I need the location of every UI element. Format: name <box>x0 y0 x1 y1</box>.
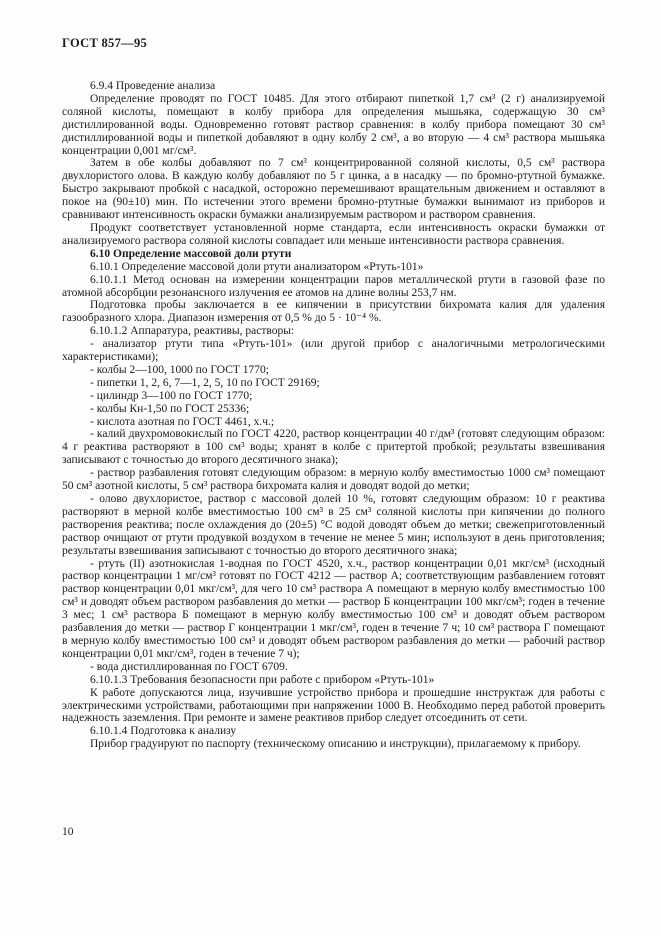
list-item: - калий двухромовокислый по ГОСТ 4220, раствор концентрации 40 г/дм³ (готовят следующим образом: 4 г реактива растворяют в 100 см³ воды; хранят в колбе с притертой пробкой; результаты взвешивания записывают с точностью до второго десятичного знака); <box>62 428 605 467</box>
paragraph: 6.10.1.1 Метод основан на измерении концентрации паров металлической ртути в газовой фазе по атомной абсорбции резонансного излучения ее атомов на длине волны 253,7 нм. <box>62 273 605 299</box>
list-item: - олово двухлористое, раствор с массовой долей 10 %, готовят следующим образом: 10 г реактива растворяют в мерной колбе вместимостью 100 см³ в 25 см³ соляной кислоты при кипячении до полного растворения реактива; после охлаждения до (20±5) °С водой доводят объем до метки; свежеприготовленный раствор очищают от ртути продувкой воздухом в течение не менее 5 мин; используют в день приготовления; результаты взвешивания записывают с точностью до второго десятичного знака; <box>62 493 605 557</box>
paragraph: Прибор градуируют по паспорту (техническому описанию и инструкции), прилагаемому к прибору. <box>90 738 581 751</box>
subsection-heading-6-10-1-2: 6.10.1.2 Аппаратура, реактивы, растворы: <box>90 325 295 338</box>
list-item: - кислота азотная по ГОСТ 4461, х.ч.; <box>90 415 275 428</box>
paragraph: Подготовка пробы заключается в ее кипячении в присутствии бихромата калия для удаления газообразного хлора. Диапазон измерения от 0,5 % до 5 · 10⁻⁴ %. <box>62 299 605 325</box>
paragraph: Затем в обе колбы добавляют по 7 см³ концентрированной соляной кислоты, 0,5 см³ раствора двухлористого олова. В каждую колбу добавляют по 5 г цинка, а в насадку — по бромно-ртутной бумажке. Быстро закрывают пробкой с насадкой, осторожно перемешивают вращательным движением и оставляют в покое на (90±10) мин. По истечении этого времени бромно-ртутные бумажки вынимают из приборов и сравнивают интенсивность окраски бумажки анализируемым раствором и раствором сравнения. <box>62 157 605 222</box>
list-item: - колбы 2—100, 1000 по ГОСТ 1770; <box>90 363 269 376</box>
list-item: - пипетки 1, 2, 6, 7—1, 2, 5, 10 по ГОСТ 29169; <box>90 376 320 389</box>
subsection-heading-6-10-1-3: 6.10.1.3 Требования безопасности при работе с прибором «Ртуть-101» <box>90 673 435 686</box>
page-number: 10 <box>62 826 74 838</box>
list-item: - цилиндр 3—100 по ГОСТ 1770; <box>90 389 253 402</box>
document-code: ГОСТ 857—95 <box>62 36 148 50</box>
paragraph: Определение проводят по ГОСТ 10485. Для этого отбирают пипеткой 1,7 см³ (2 г) анализируемой соляной кислоты, помещают в колбу прибора для определения мышьяка, содержащую 30 см³ дистиллированной воды. Одновременно готовят раствор сравнения: в колбу прибора помещают 30 см³ дистиллированной воды и пипеткой добавляют в одну колбу 2 см³, а во вторую — 4 см³ раствора мышьяка концентрации 0,001 мг/см³. <box>62 92 605 157</box>
list-item: - анализатор ртути типа «Ртуть-101» (или другой прибор с аналогичными метрологическими характеристиками); <box>62 338 605 364</box>
section-heading-6-10: 6.10 Определение массовой доли ртути <box>90 247 292 260</box>
section-heading-6-9-4: 6.9.4 Проведение анализа <box>90 80 216 92</box>
list-item: - раствор разбавления готовят следующим образом: в мерную колбу вместимостью 1000 см³ помещают 50 см³ азотной кислоты, 5 см³ раствора бихромата калия и доводят водой до метки; <box>62 467 605 493</box>
list-item: - ртуть (II) азотнокислая 1-водная по ГОСТ 4520, х.ч., раствор концентрации 0,01 мкг/см³ (исходный раствор концентрации 1 мг/см³ готовят по ГОСТ 4212 — раствор А; соответствующим разбавлением готовят раствор концентрации 0,01 мкг/см³, для чего 10 см³ раствора А помещают в мерную колбу вместимостью 100 см³ и доводят объем раствором разбавления до метки — раствор Б концентрации 100 мкг/см³; годен в течение 3 мес; 1 см³ раствора Б помещают в мерную колбу вместимостью 100 см³ и доводят объем раствором разбавления до метки — раствор Г концентрации 1 мкг/см³, годен в течение 7 ч; 10 см³ раствора Г помещают в мерную колбу вместимостью 100 см³ и доводят объем раствором разбавления до метки — рабочий раствор концентрации 0,01 мкг/см³, годен в течение 7 ч); <box>62 557 605 660</box>
list-item: - вода дистиллированная по ГОСТ 6709. <box>90 660 288 673</box>
subsection-heading-6-10-1-4: 6.10.1.4 Подготовка к анализу <box>90 725 237 738</box>
paragraph: К работе допускаются лица, изучившие устройство прибора и прошедшие инструктаж для работы с электрическими устройствами, работающими при напряжении 1000 В. Необходимо перед работой проверить надежность заземления. При ремонте и замене реактивов прибор следует отсоединить от сети. <box>62 686 605 725</box>
subsection-heading-6-10-1: 6.10.1 Определение массовой доли ртути анализатором «Ртуть-101» <box>90 260 424 273</box>
list-item: - колбы Кн-1,50 по ГОСТ 25336; <box>90 402 250 415</box>
document-body <box>62 80 605 751</box>
paragraph: Продукт соответствует установленной норме стандарта, если интенсивность окраски бумажки от анализируемого раствора соляной кислоты совпадает или меньше интенсивности раствора сравнения. <box>62 221 605 247</box>
